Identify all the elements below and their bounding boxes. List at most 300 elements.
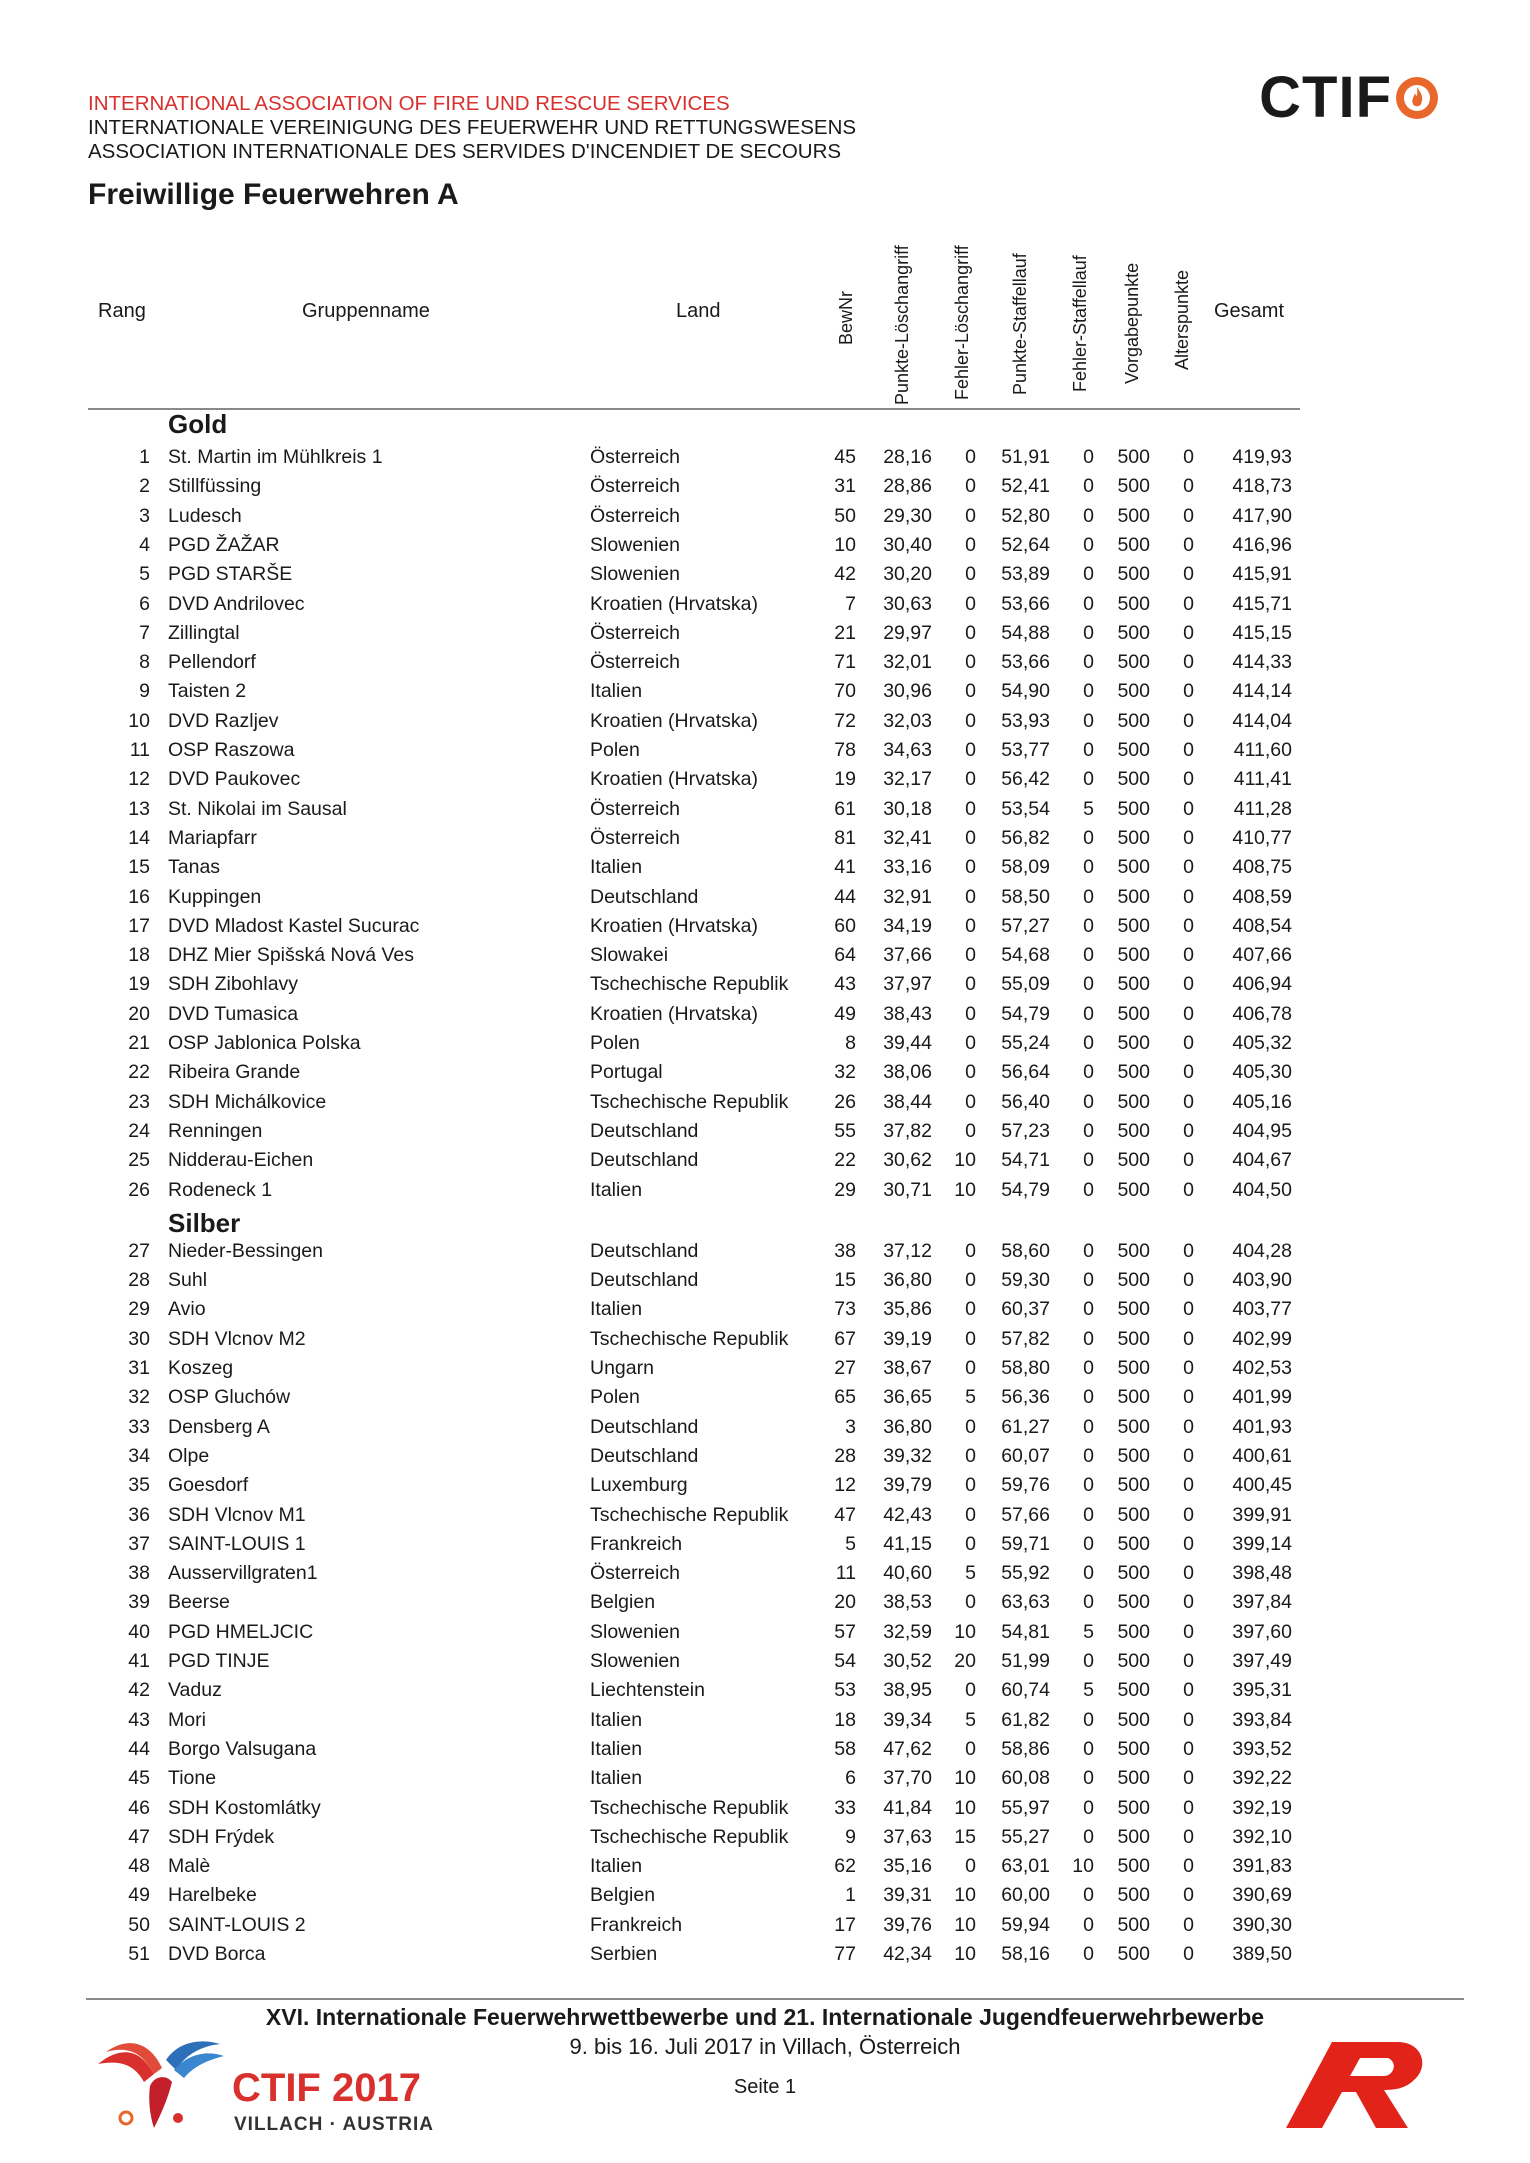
cell-alterspunkte: 0 <box>1183 1884 1194 1907</box>
cell-punkte-loeschangriff: 47,62 <box>883 1737 932 1760</box>
table-row <box>0 1269 1530 1298</box>
cell-vorgabepunkte: 500 <box>1117 592 1150 615</box>
cell-gesamt: 398,48 <box>1232 1562 1292 1585</box>
cell-rang: 37 <box>128 1532 150 1555</box>
cell-land: Kroatien (Hrvatska) <box>590 914 758 937</box>
column-header-punkte-staffellauf: Punkte-Staffellauf <box>1010 253 1030 395</box>
cell-land: Frankreich <box>590 1913 683 1936</box>
cell-fehler-staffellauf: 0 <box>1083 739 1094 761</box>
cell-punkte-staffellauf: 53,66 <box>1001 592 1050 615</box>
cell-land: Portugal <box>590 1061 663 1084</box>
cell-fehler-loeschangriff: 0 <box>965 504 976 527</box>
cell-gruppenname: OSP Jablonica Polska <box>168 1032 361 1054</box>
cell-vorgabepunkte: 500 <box>1117 1650 1150 1672</box>
cell-gruppenname: Zillingtal <box>168 621 240 644</box>
table-row <box>0 710 1530 739</box>
cell-bewnr: 28 <box>834 1444 856 1467</box>
cell-alterspunkte: 0 <box>1183 504 1194 527</box>
cell-gesamt: 414,33 <box>1232 651 1292 674</box>
cell-bewnr: 3 <box>845 1415 856 1438</box>
column-header-fehler-loeschangriff: Fehler-Löschangriff <box>952 245 972 400</box>
ctif-2017-logo-title: CTIF 2017 <box>232 2066 421 2110</box>
cell-punkte-staffellauf: 54,71 <box>1001 1149 1050 1172</box>
cell-gruppenname: Ribeira Grande <box>168 1061 301 1084</box>
cell-punkte-loeschangriff: 33,16 <box>883 856 932 879</box>
cell-fehler-loeschangriff: 0 <box>965 1032 976 1054</box>
org-name-de: INTERNATIONALE VEREINIGUNG DES FEUERWEHR UND RETTUNGSWESENS <box>88 116 857 139</box>
page-title: Freiwillige Feuerwehren A <box>88 178 459 211</box>
cell-fehler-loeschangriff: 10 <box>954 1149 976 1172</box>
cell-vorgabepunkte: 500 <box>1117 1327 1150 1350</box>
cell-fehler-staffellauf: 0 <box>1083 1737 1094 1760</box>
cell-fehler-staffellauf: 0 <box>1083 1327 1094 1350</box>
cell-punkte-loeschangriff: 32,59 <box>883 1620 932 1643</box>
cell-rang: 39 <box>128 1591 150 1614</box>
cell-vorgabepunkte: 500 <box>1117 709 1150 732</box>
cell-gesamt: 411,28 <box>1233 797 1292 820</box>
cell-land: Polen <box>590 739 640 761</box>
table-row <box>0 1650 1530 1679</box>
cell-rang: 17 <box>128 914 150 937</box>
cell-gesamt: 401,99 <box>1232 1386 1292 1409</box>
cell-alterspunkte: 0 <box>1183 1532 1194 1555</box>
cell-gruppenname: DVD Andrilovec <box>168 592 305 615</box>
cell-fehler-staffellauf: 0 <box>1083 1061 1094 1084</box>
cell-vorgabepunkte: 500 <box>1117 1298 1150 1321</box>
cell-bewnr: 61 <box>834 797 856 820</box>
event-title: XVI. Internationale Feuerwehrwettbewerbe und 21. Internationale Jugendfeuerwehrbewerbe <box>265 2004 1265 2030</box>
cell-fehler-staffellauf: 0 <box>1083 1825 1094 1848</box>
table-row <box>0 1621 1530 1650</box>
cell-fehler-staffellauf: 0 <box>1083 1650 1094 1672</box>
cell-gesamt: 399,91 <box>1232 1503 1292 1526</box>
cell-gruppenname: PGD HMELJCIC <box>168 1620 314 1643</box>
cell-gesamt: 393,52 <box>1232 1737 1292 1760</box>
table-row <box>0 1914 1530 1943</box>
table-row <box>0 973 1530 1002</box>
cell-land: Polen <box>590 1032 640 1054</box>
cell-bewnr: 65 <box>834 1386 856 1409</box>
cell-gruppenname: Densberg A <box>168 1415 270 1438</box>
cell-land: Deutschland <box>590 1269 699 1292</box>
cell-vorgabepunkte: 500 <box>1117 1591 1150 1614</box>
table-row <box>0 1240 1530 1269</box>
cell-bewnr: 50 <box>834 504 856 527</box>
cell-gesamt: 391,83 <box>1232 1855 1292 1878</box>
cell-fehler-loeschangriff: 0 <box>965 709 976 732</box>
cell-alterspunkte: 0 <box>1183 1061 1194 1084</box>
cell-vorgabepunkte: 500 <box>1117 885 1150 908</box>
cell-punkte-staffellauf: 53,93 <box>1001 709 1050 732</box>
cell-gruppenname: Mori <box>168 1708 206 1731</box>
event-dates: 9. bis 16. Juli 2017 in Villach, Österreich <box>569 2034 961 2059</box>
cell-alterspunkte: 0 <box>1183 1913 1194 1936</box>
cell-fehler-loeschangriff: 0 <box>965 797 976 820</box>
cell-fehler-loeschangriff: 10 <box>954 1767 976 1790</box>
cell-fehler-loeschangriff: 0 <box>965 1090 976 1113</box>
cell-vorgabepunkte: 500 <box>1117 1090 1150 1113</box>
table-row <box>0 1416 1530 1445</box>
cell-punkte-loeschangriff: 32,91 <box>883 885 932 908</box>
cell-gesamt: 416,96 <box>1232 533 1292 556</box>
cell-rang: 14 <box>128 826 150 849</box>
table-row <box>0 680 1530 709</box>
cell-land: Slowenien <box>590 1650 680 1672</box>
cell-alterspunkte: 0 <box>1183 533 1194 556</box>
table-row <box>0 563 1530 592</box>
table-row <box>0 1855 1530 1884</box>
cell-gesamt: 405,16 <box>1232 1090 1292 1113</box>
cell-punkte-loeschangriff: 36,65 <box>883 1386 932 1409</box>
cell-gesamt: 403,77 <box>1232 1298 1292 1321</box>
cell-punkte-staffellauf: 51,91 <box>1001 446 1050 468</box>
cell-land: Italien <box>590 856 643 879</box>
cell-gesamt: 417,90 <box>1232 504 1292 527</box>
cell-fehler-staffellauf: 5 <box>1083 797 1094 820</box>
cell-rang: 27 <box>128 1239 150 1262</box>
cell-alterspunkte: 0 <box>1183 768 1194 791</box>
cell-vorgabepunkte: 500 <box>1117 768 1150 791</box>
cell-gruppenname: Harelbeke <box>168 1884 257 1907</box>
cell-gesamt: 397,60 <box>1232 1620 1292 1643</box>
cell-fehler-loeschangriff: 0 <box>965 826 976 849</box>
table-row <box>0 1003 1530 1032</box>
cell-land: Österreich <box>590 621 680 644</box>
cell-punkte-loeschangriff: 39,34 <box>883 1708 932 1731</box>
table-row <box>0 1797 1530 1826</box>
cell-gruppenname: Koszeg <box>168 1357 234 1379</box>
cell-fehler-loeschangriff: 0 <box>965 1444 976 1467</box>
cell-gesamt: 399,14 <box>1232 1532 1292 1555</box>
cell-vorgabepunkte: 500 <box>1117 1415 1150 1438</box>
cell-vorgabepunkte: 500 <box>1117 1767 1150 1790</box>
cell-land: Italien <box>590 1298 643 1321</box>
cell-punkte-loeschangriff: 30,96 <box>883 680 932 703</box>
cell-alterspunkte: 0 <box>1183 1386 1194 1409</box>
cell-gruppenname: Beerse <box>168 1591 230 1614</box>
cell-bewnr: 45 <box>834 446 856 468</box>
cell-vorgabepunkte: 500 <box>1117 1562 1150 1585</box>
cell-land: Österreich <box>590 797 680 820</box>
cell-punkte-staffellauf: 55,27 <box>1001 1825 1050 1848</box>
cell-fehler-loeschangriff: 0 <box>965 1298 976 1321</box>
cell-rang: 19 <box>128 973 150 996</box>
cell-rang: 41 <box>128 1650 150 1672</box>
cell-gruppenname: SDH Vlcnov M1 <box>168 1503 306 1526</box>
cell-fehler-staffellauf: 5 <box>1083 1679 1094 1702</box>
cell-punkte-loeschangriff: 34,19 <box>883 914 932 937</box>
cell-land: Slowenien <box>590 533 680 556</box>
cell-punkte-staffellauf: 55,24 <box>1001 1032 1050 1054</box>
cell-vorgabepunkte: 500 <box>1117 621 1150 644</box>
table-row <box>0 1120 1530 1149</box>
cell-gruppenname: Renningen <box>168 1119 263 1142</box>
cell-bewnr: 9 <box>845 1825 856 1848</box>
cell-rang: 6 <box>139 592 150 615</box>
table-row <box>0 534 1530 563</box>
cell-rang: 15 <box>128 856 150 879</box>
cell-punkte-loeschangriff: 38,06 <box>883 1061 932 1084</box>
cell-gesamt: 405,30 <box>1232 1061 1292 1084</box>
cell-land: Italien <box>590 680 643 703</box>
cell-rang: 46 <box>128 1796 150 1819</box>
cell-rang: 33 <box>128 1415 150 1438</box>
cell-land: Deutschland <box>590 1239 699 1262</box>
cell-gesamt: 404,28 <box>1232 1239 1292 1262</box>
cell-rang: 48 <box>128 1855 150 1878</box>
cell-fehler-loeschangriff: 0 <box>965 680 976 703</box>
cell-fehler-loeschangriff: 0 <box>965 914 976 937</box>
cell-gruppenname: SDH Frýdek <box>168 1825 275 1848</box>
column-header-gesamt: Gesamt <box>1214 300 1285 322</box>
cell-bewnr: 43 <box>834 973 856 996</box>
cell-bewnr: 17 <box>834 1913 856 1936</box>
cell-gruppenname: DVD Mladost Kastel Sucurac <box>168 914 420 937</box>
cell-gruppenname: Ausservillgraten1 <box>168 1562 318 1585</box>
cell-bewnr: 42 <box>834 563 856 586</box>
cell-rang: 31 <box>128 1357 150 1379</box>
cell-vorgabepunkte: 500 <box>1117 1737 1150 1760</box>
cell-punkte-staffellauf: 58,50 <box>1001 885 1050 908</box>
cell-punkte-loeschangriff: 35,16 <box>883 1855 932 1878</box>
cell-alterspunkte: 0 <box>1183 1767 1194 1790</box>
cell-gruppenname: PGD ŽAŽAR <box>168 533 280 556</box>
cell-bewnr: 54 <box>834 1650 856 1672</box>
cell-alterspunkte: 0 <box>1183 944 1194 967</box>
column-header-rang: Rang <box>98 300 146 322</box>
cell-rang: 30 <box>128 1327 150 1350</box>
cell-punkte-loeschangriff: 36,80 <box>883 1269 932 1292</box>
cell-alterspunkte: 0 <box>1183 1562 1194 1585</box>
cell-fehler-staffellauf: 0 <box>1083 1149 1094 1172</box>
cell-punkte-staffellauf: 55,97 <box>1001 1796 1050 1819</box>
cell-fehler-staffellauf: 0 <box>1083 885 1094 908</box>
table-row <box>0 1591 1530 1620</box>
cell-punkte-staffellauf: 55,09 <box>1001 973 1050 996</box>
cell-alterspunkte: 0 <box>1183 1178 1194 1201</box>
cell-vorgabepunkte: 500 <box>1117 856 1150 879</box>
cell-punkte-loeschangriff: 38,44 <box>883 1090 932 1113</box>
cell-land: Slowenien <box>590 1620 680 1643</box>
cell-land: Italien <box>590 1767 643 1790</box>
table-row <box>0 1826 1530 1855</box>
cell-gruppenname: SDH Zibohlavy <box>168 973 299 996</box>
cell-land: Deutschland <box>590 1149 699 1172</box>
cell-vorgabepunkte: 500 <box>1117 1386 1150 1409</box>
cell-rang: 29 <box>128 1298 150 1321</box>
cell-gesamt: 392,19 <box>1232 1796 1292 1819</box>
cell-punkte-staffellauf: 51,99 <box>1001 1650 1050 1672</box>
cell-rang: 22 <box>128 1061 150 1084</box>
cell-alterspunkte: 0 <box>1183 1855 1194 1878</box>
cell-punkte-loeschangriff: 34,63 <box>883 739 932 761</box>
cell-fehler-staffellauf: 0 <box>1083 856 1094 879</box>
cell-fehler-loeschangriff: 0 <box>965 475 976 498</box>
cell-bewnr: 26 <box>834 1090 856 1113</box>
cell-punkte-loeschangriff: 30,71 <box>883 1178 932 1201</box>
cell-vorgabepunkte: 500 <box>1117 944 1150 967</box>
cell-gesamt: 419,93 <box>1232 446 1292 468</box>
cell-gruppenname: Goesdorf <box>168 1474 249 1497</box>
cell-rang: 32 <box>128 1386 150 1409</box>
cell-gruppenname: OSP Gluchów <box>168 1386 291 1409</box>
cell-bewnr: 31 <box>834 475 856 498</box>
cell-punkte-loeschangriff: 32,17 <box>883 768 932 791</box>
cell-land: Tschechische Republik <box>590 1796 789 1819</box>
cell-bewnr: 78 <box>834 739 856 761</box>
cell-rang: 34 <box>128 1444 150 1467</box>
cell-bewnr: 70 <box>834 680 856 703</box>
cell-fehler-loeschangriff: 0 <box>965 1474 976 1497</box>
table-row <box>0 1533 1530 1562</box>
cell-alterspunkte: 0 <box>1183 1357 1194 1379</box>
cell-alterspunkte: 0 <box>1183 856 1194 879</box>
table-row <box>0 856 1530 885</box>
cell-fehler-loeschangriff: 0 <box>965 1061 976 1084</box>
cell-gesamt: 408,75 <box>1232 856 1292 879</box>
ctif-logo <box>1259 64 1440 131</box>
cell-rang: 40 <box>128 1620 150 1643</box>
cell-alterspunkte: 0 <box>1183 1620 1194 1643</box>
cell-bewnr: 41 <box>834 856 856 879</box>
cell-fehler-staffellauf: 0 <box>1083 1767 1094 1790</box>
table-row <box>0 827 1530 856</box>
cell-gruppenname: Suhl <box>168 1269 208 1292</box>
cell-fehler-staffellauf: 0 <box>1083 592 1094 615</box>
cell-punkte-staffellauf: 58,60 <box>1001 1239 1050 1262</box>
cell-punkte-loeschangriff: 38,53 <box>883 1591 932 1614</box>
table-row <box>0 886 1530 915</box>
cell-punkte-staffellauf: 63,63 <box>1001 1591 1050 1614</box>
cell-land: Tschechische Republik <box>590 1090 789 1113</box>
cell-gesamt: 415,91 <box>1232 563 1292 586</box>
cell-bewnr: 67 <box>834 1327 856 1350</box>
cell-punkte-staffellauf: 56,36 <box>1001 1386 1050 1409</box>
table-row <box>0 1357 1530 1386</box>
cell-gruppenname: Mariapfarr <box>168 826 257 849</box>
cell-land: Slowakei <box>590 944 669 967</box>
cell-alterspunkte: 0 <box>1183 1825 1194 1848</box>
cell-gruppenname: St. Nikolai im Sausal <box>168 797 347 820</box>
cell-bewnr: 64 <box>834 944 856 967</box>
cell-bewnr: 20 <box>834 1591 856 1614</box>
cell-land: Deutschland <box>590 1444 699 1467</box>
table-row <box>0 1504 1530 1533</box>
cell-land: Österreich <box>590 826 680 849</box>
cell-fehler-staffellauf: 0 <box>1083 973 1094 996</box>
cell-punkte-loeschangriff: 39,19 <box>883 1327 932 1350</box>
cell-bewnr: 8 <box>845 1032 856 1054</box>
cell-land: Österreich <box>590 475 680 498</box>
cell-alterspunkte: 0 <box>1183 1737 1194 1760</box>
cell-punkte-staffellauf: 54,79 <box>1001 1178 1050 1201</box>
cell-fehler-staffellauf: 0 <box>1083 768 1094 791</box>
cell-fehler-staffellauf: 0 <box>1083 1269 1094 1292</box>
cell-vorgabepunkte: 500 <box>1117 533 1150 556</box>
table-row <box>0 1474 1530 1503</box>
cell-fehler-staffellauf: 0 <box>1083 563 1094 586</box>
cell-punkte-loeschangriff: 37,12 <box>883 1239 932 1262</box>
cell-gesamt: 389,50 <box>1232 1943 1292 1965</box>
cell-punkte-staffellauf: 63,01 <box>1001 1855 1050 1878</box>
cell-alterspunkte: 0 <box>1183 475 1194 498</box>
cell-land: Kroatien (Hrvatska) <box>590 592 758 615</box>
page-number: Seite 1 <box>733 2076 797 2098</box>
cell-fehler-staffellauf: 0 <box>1083 1032 1094 1054</box>
ctif-2017-logo-subtitle: VILLACH · AUSTRIA <box>234 2114 434 2135</box>
cell-land: Tschechische Republik <box>590 1503 789 1526</box>
cell-fehler-staffellauf: 0 <box>1083 1386 1094 1409</box>
cell-punkte-staffellauf: 60,08 <box>1001 1767 1050 1790</box>
cell-vorgabepunkte: 500 <box>1117 973 1150 996</box>
cell-gruppenname: Rodeneck 1 <box>168 1178 273 1201</box>
cell-gesamt: 411,41 <box>1233 768 1292 791</box>
table-row <box>0 1032 1530 1061</box>
cell-land: Italien <box>590 1737 643 1760</box>
cell-bewnr: 1 <box>845 1884 856 1907</box>
table-row <box>0 1061 1530 1090</box>
cell-land: Luxemburg <box>590 1474 688 1497</box>
cell-vorgabepunkte: 500 <box>1117 1620 1150 1643</box>
cell-gesamt: 401,93 <box>1232 1415 1292 1438</box>
cell-punkte-staffellauf: 53,77 <box>1001 739 1050 761</box>
cell-punkte-loeschangriff: 35,86 <box>883 1298 932 1321</box>
cell-punkte-loeschangriff: 30,63 <box>883 592 932 615</box>
cell-alterspunkte: 0 <box>1183 1090 1194 1113</box>
cell-punkte-loeschangriff: 36,80 <box>883 1415 932 1438</box>
cell-punkte-staffellauf: 60,37 <box>1001 1298 1050 1321</box>
cell-bewnr: 19 <box>834 768 856 791</box>
cell-punkte-staffellauf: 59,76 <box>1001 1474 1050 1497</box>
table-row <box>0 798 1530 827</box>
cell-bewnr: 44 <box>834 885 856 908</box>
org-name-en: INTERNATIONAL ASSOCIATION OF FIRE UND RESCUE SERVICES <box>88 92 730 115</box>
cell-rang: 5 <box>139 563 150 586</box>
cell-rang: 45 <box>128 1767 150 1790</box>
table-row <box>0 739 1530 768</box>
cell-fehler-staffellauf: 0 <box>1083 1415 1094 1438</box>
cell-punkte-staffellauf: 52,80 <box>1001 504 1050 527</box>
cell-punkte-loeschangriff: 29,97 <box>883 621 932 644</box>
cell-vorgabepunkte: 500 <box>1117 680 1150 703</box>
cell-land: Belgien <box>590 1884 656 1907</box>
cell-gesamt: 395,31 <box>1232 1679 1292 1702</box>
cell-alterspunkte: 0 <box>1183 914 1194 937</box>
cell-land: Frankreich <box>590 1532 683 1555</box>
column-header-land: Land <box>676 300 721 322</box>
column-header-bewnr: BewNr <box>836 290 856 345</box>
cell-gesamt: 392,22 <box>1232 1767 1292 1790</box>
cell-fehler-loeschangriff: 0 <box>965 621 976 644</box>
cell-rang: 8 <box>139 651 150 674</box>
cell-gruppenname: Stillfüssing <box>168 475 262 498</box>
cell-vorgabepunkte: 500 <box>1117 446 1150 468</box>
cell-punkte-staffellauf: 58,86 <box>1001 1737 1050 1760</box>
column-header-punkte-loeschangriff: Punkte-Löschangriff <box>892 245 912 405</box>
cell-fehler-staffellauf: 0 <box>1083 1090 1094 1113</box>
header-divider <box>88 408 1300 410</box>
cell-gesamt: 390,30 <box>1232 1913 1292 1936</box>
cell-land: Kroatien (Hrvatska) <box>590 1002 758 1025</box>
cell-alterspunkte: 0 <box>1183 592 1194 615</box>
cell-punkte-loeschangriff: 38,67 <box>883 1357 932 1379</box>
table-row <box>0 1738 1530 1767</box>
cell-fehler-loeschangriff: 10 <box>954 1178 976 1201</box>
cell-bewnr: 15 <box>834 1269 856 1292</box>
cell-gesamt: 414,14 <box>1232 680 1292 703</box>
cell-alterspunkte: 0 <box>1183 1119 1194 1142</box>
cell-gruppenname: PGD STARŠE <box>168 563 293 586</box>
